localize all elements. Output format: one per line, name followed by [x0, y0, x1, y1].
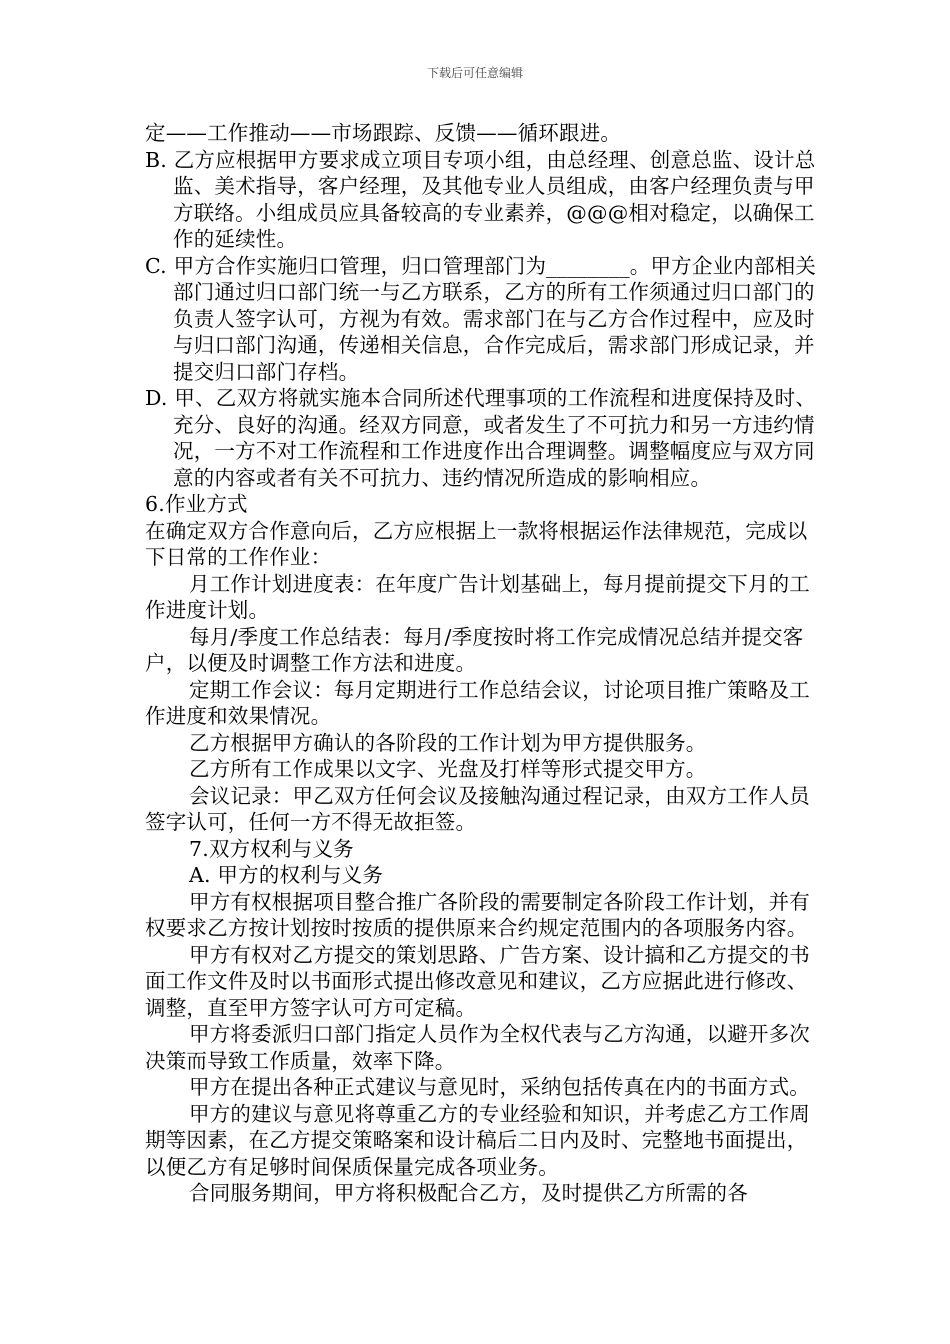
paragraph: 甲方有权对乙方提交的策划思路、广告方案、设计搞和乙方提交的书面工作文件及时以书面形式提出修改意见和建议，乙方应据此进行修改、调整，直至甲方签字认可方可定稿。	[145, 942, 810, 1020]
paragraph: 乙方所有工作成果以文字、光盘及打样等形式提交甲方。	[189, 757, 707, 781]
paragraph: 甲方将委派归口部门指定人员作为全权代表与乙方沟通，以避开多次决策而导致工作质量，效率下降。	[145, 1022, 810, 1073]
paragraph: 甲方有权根据项目整合推广各阶段的需要制定各阶段工作计划，并有权要求乙方按计划按时按质的提供原来合约规定范围内的各项服务内容。	[145, 889, 810, 940]
paragraph: 月工作计划进度表：在年度广告计划基础上，每月提前提交下月的工作进度计划。	[145, 571, 810, 622]
paragraph: 定期工作会议：每月定期进行工作总结会议，讨论项目推广策略及工作进度和效果情况。	[145, 677, 810, 728]
paragraph: 甲方的建议与意见将尊重乙方的专业经验和知识，并考虑乙方工作周期等因素，在乙方提交策略案和设计稿后二日内及时、完整地书面提出，以便乙方有足够时间保质保量完成各项业务。	[145, 1101, 810, 1179]
list-item-c: C. 甲方合作实施归口管理，归口管理部门为________。甲方企业内部相关部门通过归口部门统一与乙方联系，乙方的所有工作须通过归口部门的负责人签字认可，方视为有效。需求部门在与乙方合作过程中，应及时与归口部门沟通，传递相关信息，合作完成后，需求部门形成记录，并提交归口部门存档。	[145, 253, 817, 384]
section-heading-6: 6.作业方式	[145, 492, 248, 516]
subsection-heading-7a: A. 甲方的权利与义务	[189, 863, 384, 887]
section-heading-7: 7.双方权利与义务	[189, 836, 354, 861]
paragraph: 甲方在提出各种正式建议与意见时，采纳包括传真在内的书面方式。	[189, 1075, 810, 1099]
document-body	[145, 120, 825, 1207]
paragraph: 乙方根据甲方确认的各阶段的工作计划为甲方提供服务。	[189, 730, 707, 755]
paragraph: 每月/季度工作总结表：每月/季度按时将工作完成情况总结并提交客户，以便及时调整工作方法和进度。	[145, 624, 804, 675]
list-item-b: B. 乙方应根据甲方要求成立项目专项小组，由总经理、创意总监、设计总监、美术指导，客户经理，及其他专业人员组成，由客户经理负责与甲方联络。小组成员应具备较高的专业素养，@@@相对稳定，以确保工作的延续性。	[145, 147, 816, 251]
list-item-d: D. 甲、乙双方将就实施本合同所述代理事项的工作流程和进度保持及时、充分、良好的沟通。经双方同意，或者发生了不可抗力和另一方违约情况，一方不对工作流程和工作进度作出合理调整。调整幅度应与双方同意的内容或者有关不可抗力、违约情况所造成的影响相应。	[145, 386, 817, 490]
paragraph: 会议记录：甲乙双方任何会议及接触沟通过程记录，由双方工作人员签字认可，任何一方不得无故拒签。	[145, 783, 810, 834]
page-header: 下载后可任意编辑	[426, 66, 523, 80]
paragraph: 合同服务期间，甲方将积极配合乙方，及时提供乙方所需的各	[189, 1181, 748, 1205]
paragraph-continuation: 定——工作推动——市场跟踪、反馈——循环跟进。	[145, 121, 622, 145]
paragraph: 在确定双方合作意向后，乙方应根据上一款将根据运作法律规范，完成以下日常的工作作业：	[145, 518, 808, 569]
